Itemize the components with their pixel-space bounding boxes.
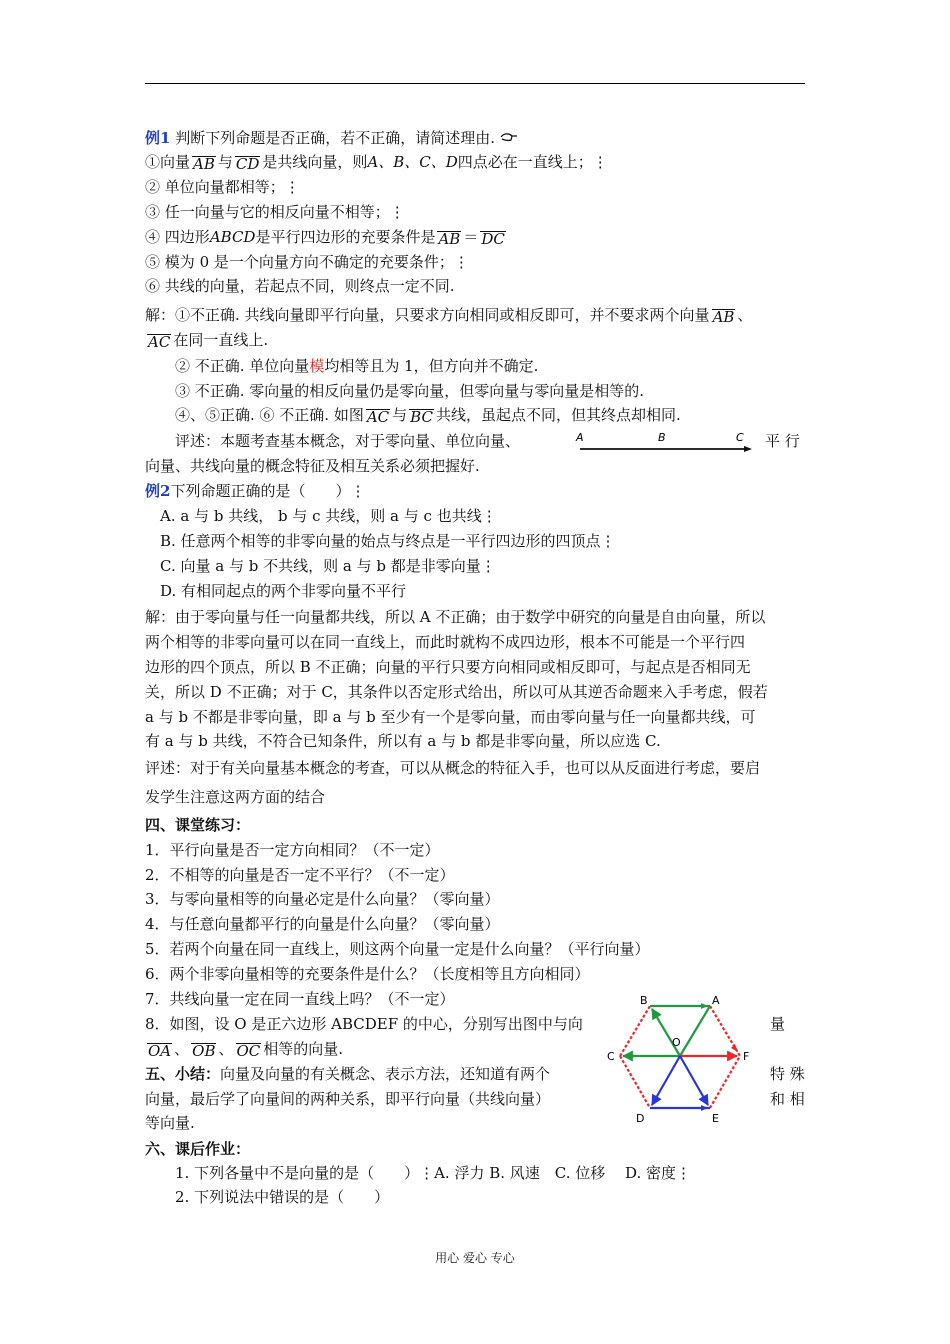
item-text: 单位向量都相等；⋮: [164, 178, 300, 196]
hex-label-o: O: [672, 1036, 681, 1049]
ex2-option-d: D. 有相同起点的两个非零向量不平行: [160, 582, 407, 600]
highlight-word: 模: [309, 357, 325, 375]
item-text: 与: [217, 153, 233, 171]
hex-label-c: C: [607, 1050, 615, 1063]
solution-text: 在同一直线上.: [173, 331, 269, 349]
example1-heading: [145, 128, 518, 148]
homework-q2: 2. 下列说法中错误的是（ ）: [175, 1188, 390, 1206]
vector-ab: AB: [712, 308, 735, 326]
separator: 、: [218, 1040, 234, 1058]
section5-line1: [145, 1064, 550, 1084]
arrow-head-icon: [744, 446, 752, 452]
practice-item: 2．不相等的向量是否一定不平行？（不一定）: [145, 866, 455, 884]
hex-label-f: F: [743, 1050, 750, 1063]
item-text: 相等的向量.: [263, 1040, 344, 1058]
ex1-item-1: [145, 152, 608, 172]
vector-dc: DC: [481, 230, 505, 248]
review-text: 向量、共线向量的概念特征及相互关系必须把握好.: [145, 457, 480, 475]
solution-text: ② 不正确. 单位向量: [175, 357, 310, 375]
ex2-option-b: B. 任意两个相等的非零向量的始点与终点是一平行四边形的四顶点⋮: [160, 532, 616, 550]
hex-label-a: A: [712, 994, 720, 1007]
ex1-item-2: [145, 177, 300, 197]
hex-label-b: B: [640, 994, 648, 1007]
practice-item: 6．两个非零向量相等的充要条件是什么？（长度相等且方向相同）: [145, 965, 590, 983]
item-number: ②: [145, 178, 161, 196]
example2-prompt: 下列命题正确的是（ ）⋮: [170, 482, 366, 500]
ex2-solution-line: 有 a 与 b 共线，不符合已知条件，所以有 a 与 b 都是非零向量，所以应选 C.: [145, 732, 661, 750]
vector-oe-line: [680, 1056, 708, 1105]
vector-oc: OC: [236, 1042, 261, 1060]
item-number: ④: [145, 228, 161, 246]
arrow-head-icon: [701, 1105, 708, 1111]
ex1-solution-line3: [175, 356, 538, 376]
practice-item: 7．共线向量一定在同一直线上吗？（不一定）: [145, 990, 455, 1008]
separator: 、: [737, 306, 753, 324]
vector-ab: AB: [193, 155, 215, 173]
vector-bc: BC: [410, 408, 433, 426]
summary-right-word: 特 殊: [770, 1065, 805, 1083]
vector-od-line: [652, 1056, 680, 1105]
vector-ac: AC: [148, 333, 171, 351]
hex-label-e: E: [712, 1112, 719, 1125]
ex1-solution-line2: [145, 330, 268, 350]
item-number: ①: [145, 153, 161, 171]
ex1-solution-line1: [145, 305, 752, 325]
line-label-a: A: [576, 431, 584, 444]
example2-heading: [145, 481, 365, 501]
solution-text: 均相等且为 1，但方向并不确定.: [324, 357, 539, 375]
ex1-item-5: [145, 252, 469, 272]
summary-text: 向量及向量的有关概念、表示方法，还知道有两个: [220, 1065, 551, 1083]
item-text: 是共线向量，则: [262, 153, 368, 171]
vector-ac: AC: [366, 408, 390, 426]
example2-label: 例2: [145, 482, 171, 500]
item-text: 四点必在一直线上；⋮: [457, 153, 608, 171]
page-footer: 用心 爱心 专心: [435, 1251, 515, 1265]
ex2-review-line: 评述：对于有关向量基本概念的考查，可以从概念的特征入手，也可以从反面进行考虑，要启: [145, 759, 761, 777]
vector-ob: OB: [192, 1042, 216, 1060]
ex1-item-4: [145, 227, 508, 247]
ex1-review-line1: [175, 431, 520, 451]
ex2-review-line: 发学生注意这两方面的结合: [145, 788, 326, 806]
ex2-solution-line: 解：由于零向量与任一向量都共线，所以 A 不正确；由于数学中研究的向量是自由向量，所以: [145, 608, 766, 626]
review-text: 评述：本题考查基本概念，对于零向量、单位向量、: [175, 432, 521, 450]
section6-title: 六、课后作业：: [145, 1140, 251, 1158]
item-number: ⑥: [145, 277, 161, 295]
header-rule: [145, 83, 805, 84]
ex2-option-c: C. 向量 a 与 b 不共线，则 a 与 b 都是非零向量⋮: [160, 557, 496, 575]
item-text: 四边形: [164, 228, 210, 246]
ex1-item-3: [145, 202, 405, 222]
edge-cd: [620, 1056, 650, 1108]
pointing-hand-icon: [500, 129, 518, 147]
practice-item: 4．与任意向量都平行的向量是什么向量？（零向量）: [145, 915, 500, 933]
example1-prompt: 判断下列命题是否正确，若不正确，请简述理由.: [175, 129, 495, 147]
solution-text: ③ 不正确. 零向量的相反向量仍是零向量，但零向量与零向量是相等的.: [175, 382, 645, 400]
ex1-solution-line4: [175, 381, 644, 401]
solution-text: ④、⑤正确. ⑥ 不正确. 如图: [175, 406, 364, 424]
ex2-solution-line: a 与 b 不都是非零向量，即 a 与 b 至少有一个是零向量，而由零向量与任一向量都共线，可: [145, 708, 756, 726]
arrow-head-icon: [701, 1003, 708, 1009]
ex1-solution-line5: [175, 405, 681, 425]
item-text: 向量: [160, 153, 191, 171]
collinear-line-figure: [574, 428, 754, 456]
edge-cb: [620, 1006, 650, 1056]
vector-ab: AB: [438, 230, 461, 248]
ex1-item-6: [145, 276, 455, 296]
item-number: ③: [145, 203, 161, 221]
item8-right-word: 量: [770, 1015, 786, 1033]
ex1-review-line2: [145, 456, 480, 476]
item-text: 任一向量与它的相反向量不相等；⋮: [164, 203, 405, 221]
ex2-solution-line: 两个相等的非零向量可以在同一直线上，而此时就构不成四边形，根本不可能是一个平行四: [145, 633, 746, 651]
edge-ef: [710, 1056, 740, 1108]
practice-item: 1．平行向量是否一定方向相同？（不一定）: [145, 841, 440, 859]
line-label-c: C: [736, 431, 744, 444]
practice-item8-line2: [145, 1039, 343, 1059]
summary-right-word: 和 相: [770, 1090, 805, 1108]
practice-item: 5．若两个向量在同一直线上，则这两个向量一定是什么向量？（平行向量）: [145, 940, 650, 958]
item-text: 是平行四边形的充要条件是: [255, 228, 436, 246]
separator: 、: [174, 1040, 190, 1058]
example1-label: 例1: [145, 129, 171, 147]
practice-item: 3．与零向量相等的向量必定是什么向量？（零向量）: [145, 890, 500, 908]
item-number: ⑤: [145, 253, 161, 271]
solution-text: ①不正确. 共线向量即平行向量，只要求方向相同或相反即可，并不要求两个向量: [175, 306, 710, 324]
ex2-option-a: A. a 与 b 共线， b 与 c 共线，则 a 与 c 也共线⋮: [160, 507, 497, 525]
practice-item: 8．如图，设 O 是正六边形 ABCDEF 的中心，分别写出图中与向: [145, 1015, 583, 1033]
section5-title: 五、小结：: [145, 1065, 221, 1083]
section5-line3: 等向量.: [145, 1114, 195, 1132]
shape-name: ABCD: [209, 228, 256, 246]
arrow-head-icon: [731, 1044, 738, 1052]
equals-sign: ＝: [463, 228, 479, 246]
point-letters: A、B、C、D: [367, 153, 458, 171]
solution-text: 与: [392, 406, 408, 424]
homework-q1: 1. 下列各量中不是向量的是（ ）⋮A. 浮力 B. 风速 C. 位移 D. 密度⋮: [175, 1164, 692, 1182]
item-text: 共线的向量，若起点不同，则终点一定不同.: [164, 277, 455, 295]
hexagon-figure: [598, 992, 758, 1132]
solution-text: 共线，虽起点不同，但其终点却相同.: [435, 406, 681, 424]
ex2-solution-line: 关，所以 D 不正确；对于 C，其条件以否定形式给出，所以可从其逆否命题来入手考虑，假若: [145, 683, 768, 701]
line-label-b: B: [658, 431, 666, 444]
vector-cd: CD: [235, 155, 260, 173]
vector-oa-line: [680, 1006, 710, 1056]
item-text: 模为 0 是一个向量方向不确定的充要条件；⋮: [164, 253, 469, 271]
review-right-word: 平 行: [765, 432, 800, 450]
ex2-solution-line: 边形的四个顶点，所以 B 不正确；向量的平行只要方向相同或相反即可，与起点是否相同无: [145, 658, 751, 676]
section4-title: 四、课堂练习：: [145, 816, 251, 834]
section5-line2: 向量，最后学了向量间的两种关系，即平行向量（共线向量）: [145, 1090, 551, 1108]
hex-label-d: D: [636, 1112, 645, 1125]
vector-oa: OA: [148, 1042, 172, 1060]
solution-prefix: 解：: [145, 306, 176, 324]
